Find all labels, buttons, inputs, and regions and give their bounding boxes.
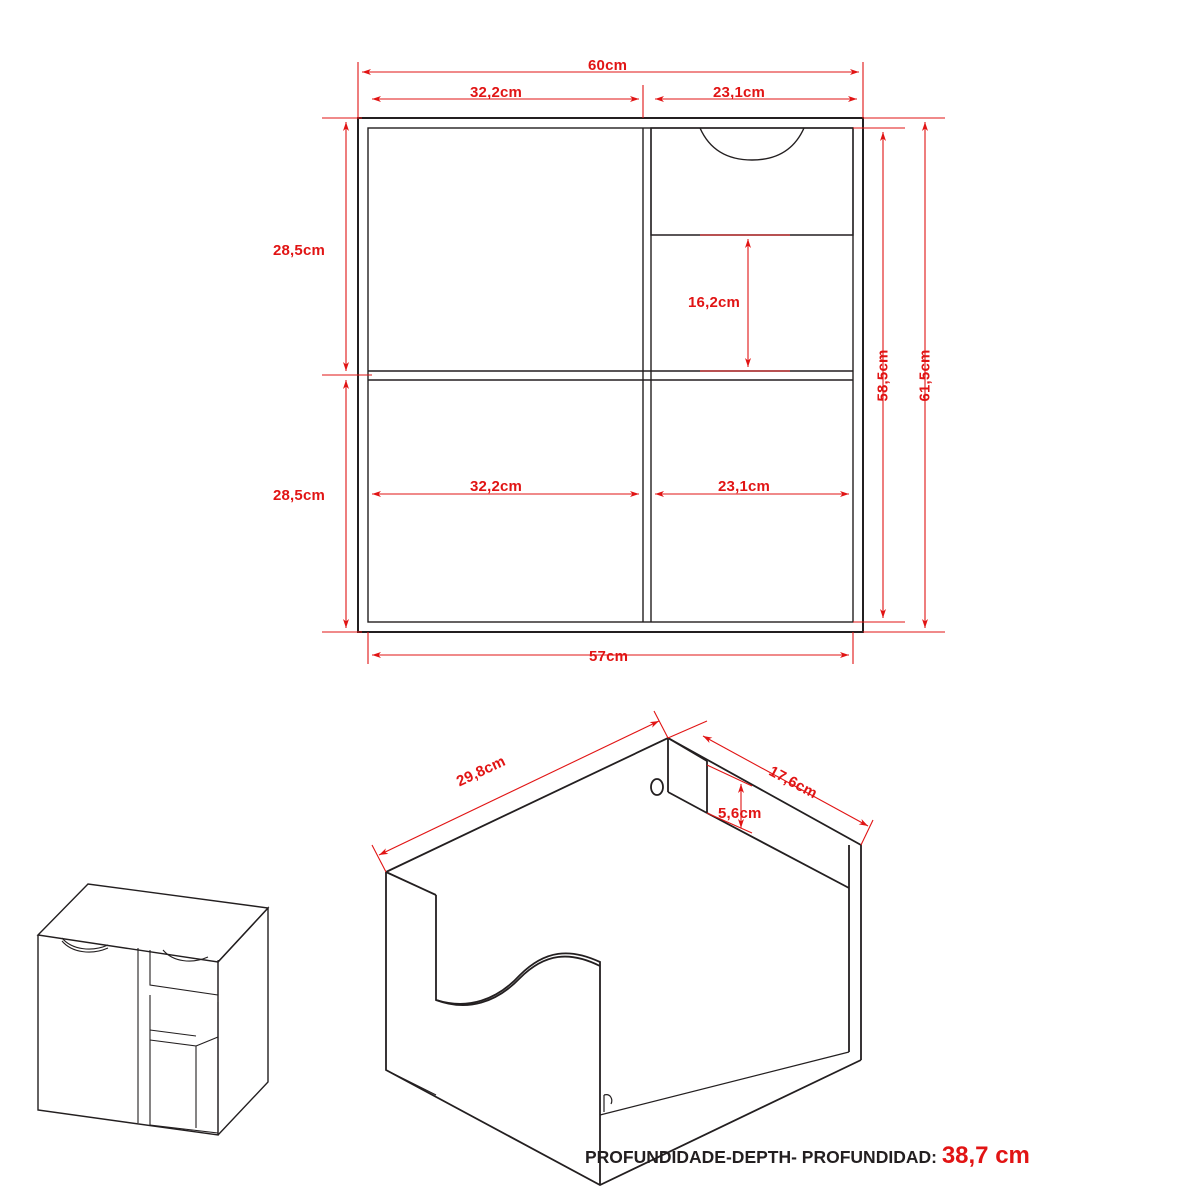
- dim-outer-height: 61,5cm: [916, 349, 934, 402]
- depth-value: 38,7 cm: [941, 1142, 1030, 1169]
- dim-top-overall: 60cm: [588, 57, 628, 74]
- cabinet-perspective-thumbnail: [38, 884, 268, 1135]
- dim-drawer-front-width: 29,8cm: [453, 752, 509, 791]
- dim-drawer-side-depth: 17,6cm: [766, 762, 821, 803]
- dim-top-right-section: 23,1cm: [713, 84, 766, 101]
- depth-footer: [585, 1142, 1030, 1170]
- dim-middle-left-width: 32,2cm: [470, 478, 523, 495]
- dim-left-upper-height: 28,5cm: [272, 242, 326, 259]
- dim-drawer-to-shelf: 16,2cm: [688, 294, 741, 311]
- dim-middle-right-width: 23,1cm: [718, 478, 771, 495]
- dim-left-lower-height: 28,5cm: [272, 487, 326, 504]
- depth-label: PROFUNDIDADE-DEPTH- PROFUNDIDAD:: [585, 1147, 937, 1167]
- dim-bottom-width: 57cm: [589, 648, 629, 665]
- front-view-dimensions: [322, 62, 945, 664]
- dim-inner-height: 58,5cm: [874, 349, 892, 402]
- dim-top-left-section: 32,2cm: [470, 84, 523, 101]
- dim-drawer-back-height: 5,6cm: [718, 805, 762, 822]
- front-view-cabinet: [358, 118, 863, 632]
- drawer-isometric-view: [386, 738, 861, 1185]
